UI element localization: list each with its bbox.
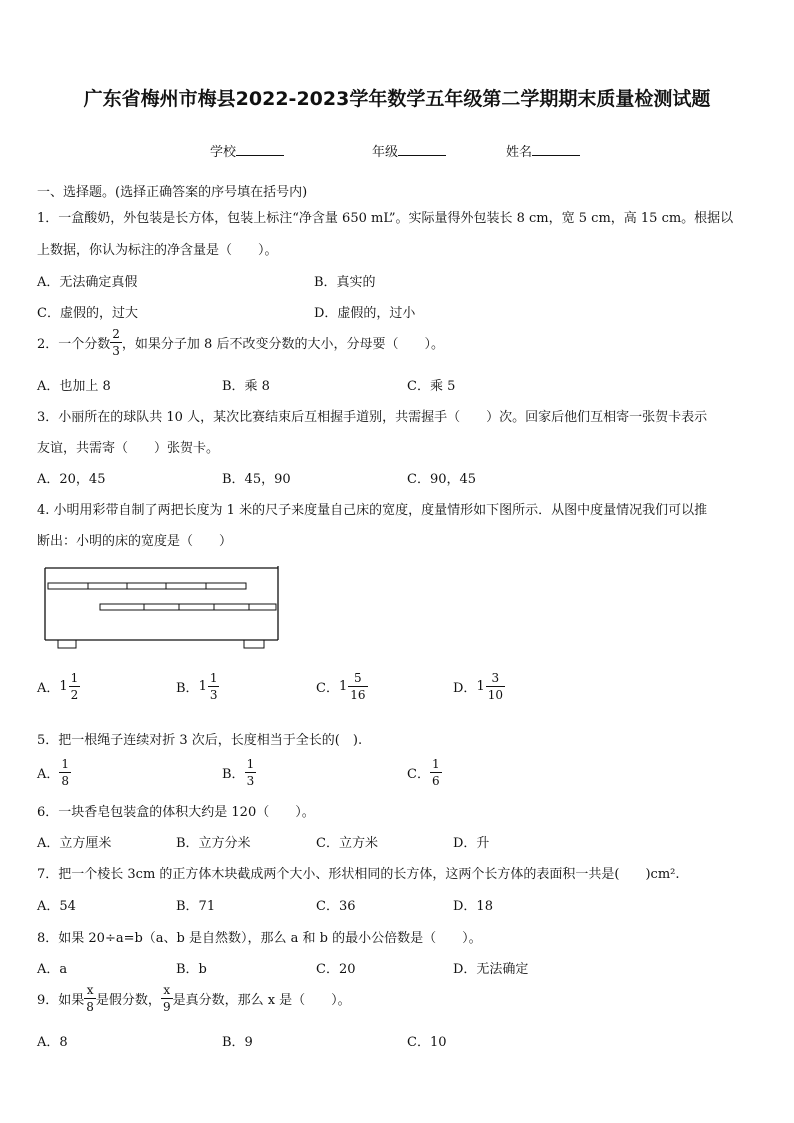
q9-option-c: C．10 [407, 1035, 447, 1050]
q7-option-a: A．54 [37, 899, 76, 914]
q2-option-c: C．乘 5 [407, 379, 456, 394]
q5-option-b: B． $\frac{1}{3}$ [222, 757, 255, 788]
question-1-line-2: 上数据，你认为标注的净含量是（ ）。 [37, 243, 278, 258]
q6-option-c: C．立方米 [316, 836, 378, 851]
q9-option-b: B．9 [222, 1035, 253, 1050]
q7-option-b: B．71 [176, 899, 216, 914]
question-5: 5．把一根绳子连续对折 3 次后，长度相当于全长的( ). [37, 733, 363, 748]
q2-option-a: A．也加上 8 [37, 379, 111, 394]
school-field: 学校 [210, 141, 284, 160]
question-9: 9．如果 $\frac{x}{8}$ 是假分数， $\frac{x}{9}$ 是真分数，那么 x 是（ ）。 [37, 983, 351, 1014]
question-1-line-1: 1．一盒酸奶，外包装是长方体，包装上标注“净含量 650 mL”。实际量得外包装长 8 cm，宽 5 cm，高 15 cm。根据以 [37, 211, 734, 226]
q5-option-a: A． $\frac{1}{8}$ [37, 757, 70, 788]
grade-field: 年级 [372, 141, 446, 160]
fraction: $\frac{2}{3}$ [112, 327, 120, 358]
question-8: 8．如果 20÷a=b（a、b 是自然数），那么 a 和 b 的最小公倍数是（ ）。 [37, 931, 482, 946]
q8-option-d: D．无法确定 [453, 962, 529, 977]
q7-option-c: C．36 [316, 899, 356, 914]
q5-option-c: C． $\frac{1}{6}$ [407, 757, 440, 788]
q1-option-a: A．无法确定真假 [37, 275, 138, 290]
q6-option-d: D．升 [453, 836, 490, 851]
bed-measurement-figure [44, 562, 284, 654]
fraction: $\frac{x}{8}$ [86, 983, 94, 1014]
q9-option-a: A．8 [37, 1035, 68, 1050]
question-6: 6．一块香皂包装盒的体积大约是 120（ ）。 [37, 805, 315, 820]
q1-option-d: D．虚假的，过小 [314, 306, 416, 321]
q3-option-c: C．90，45 [407, 472, 477, 487]
name-field: 姓名 [506, 141, 580, 160]
question-3-line-2: 友谊，共需寄（ ）张贺卡。 [37, 441, 220, 456]
page-title: 广东省梅州市梅县2022-2023学年数学五年级第二学期期末质量检测试题 [83, 88, 711, 110]
question-4-line-2: 断出：小明的床的宽度是（ ） [37, 534, 233, 549]
q7-option-d: D．18 [453, 899, 493, 914]
section-heading: 一、选择题。(选择正确答案的序号填在括号内) [37, 185, 308, 200]
q8-option-c: C．20 [316, 962, 356, 977]
q8-option-b: B．b [176, 962, 207, 977]
question-7: 7．把一个棱长 3cm 的正方体木块截成两个大小、形状相同的长方体，这两个长方体的表面积一共是( )cm². [37, 867, 680, 882]
q1-option-b: B．真实的 [314, 275, 376, 290]
q2-option-b: B．乘 8 [222, 379, 270, 394]
q8-option-a: A．a [37, 962, 68, 977]
question-2: 2．一个分数 $\frac{2}{3}$ ，如果分子加 8 后不改变分数的大小，分母要（ ）。 [37, 327, 444, 358]
q4-option-a: A． 1 $\frac{1}{2}$ [37, 671, 79, 702]
q3-option-b: B．45，90 [222, 472, 291, 487]
q4-option-d: D． 1 $\frac{3}{10}$ [453, 671, 503, 702]
q1-option-c: C．虚假的，过大 [37, 306, 138, 321]
q6-option-b: B．立方分米 [176, 836, 251, 851]
q3-option-a: A．20，45 [37, 472, 106, 487]
q6-option-a: A．立方厘米 [37, 836, 112, 851]
fraction: $\frac{x}{9}$ [162, 983, 171, 1014]
question-3-line-1: 3．小丽所在的球队共 10 人，某次比赛结束后互相握手道别，共需握手（ ）次。回家后他们互相寄一张贺卡表示 [37, 410, 708, 425]
q4-option-c: C． 1 $\frac{5}{16}$ [316, 671, 366, 702]
question-4-line-1: 4. 小明用彩带自制了两把长度为 1 米的尺子来度量自己床的宽度，度量情形如下图所示．从图中度量情况我们可以推 [37, 503, 708, 518]
q4-option-b: B． 1 $\frac{1}{3}$ [176, 671, 218, 702]
